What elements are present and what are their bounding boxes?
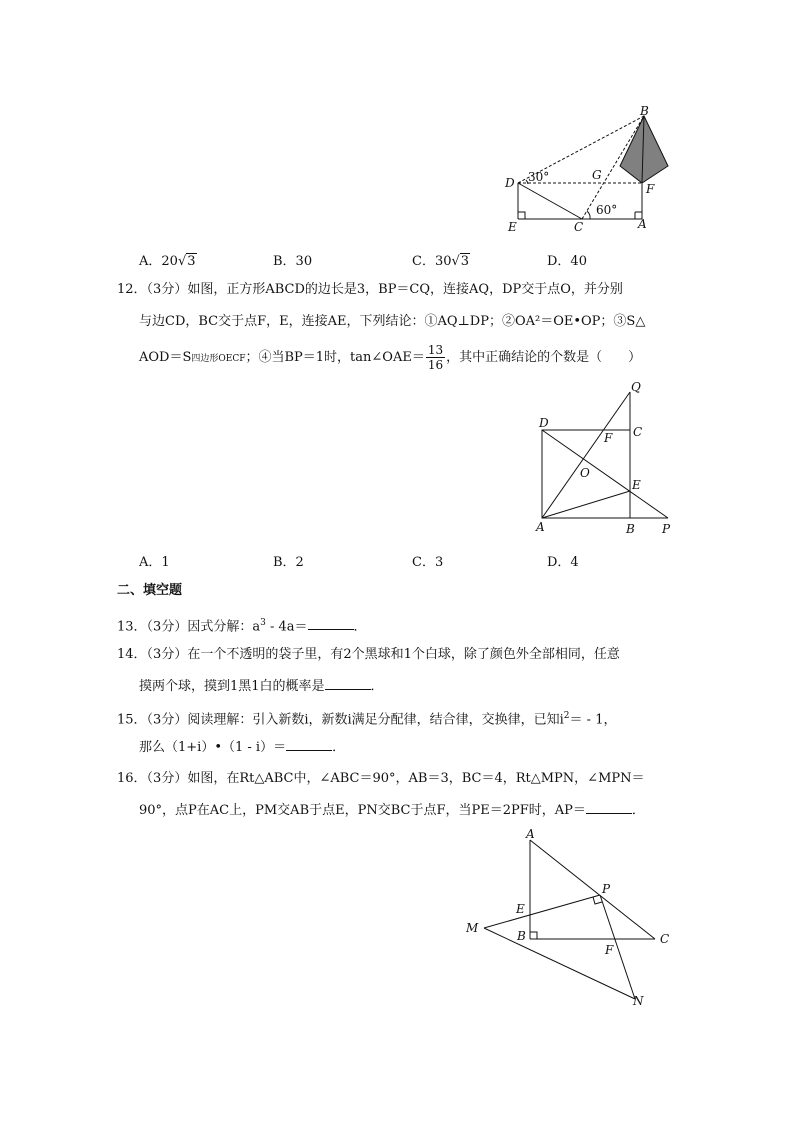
q14-answer-blank[interactable] bbox=[325, 677, 371, 690]
q13-mid: - 4a＝ bbox=[265, 619, 308, 635]
q12-line-3-b: ；④当BP＝1时，tan∠OAE＝ bbox=[245, 350, 425, 365]
q12-option-d[interactable]: D．4 bbox=[547, 555, 579, 570]
q12-label-o: O bbox=[580, 466, 590, 480]
q12-line-3-a: AOD＝S bbox=[139, 350, 192, 365]
q16-label-f: F bbox=[605, 943, 614, 957]
q11-label-b: B bbox=[640, 104, 649, 118]
q15-answer-blank[interactable] bbox=[286, 738, 332, 751]
q12-line-2: 与边CD，BC交于点F，E，连接AE，下列结论：①AQ⊥DP；②OA²＝OE•OP；③S△ bbox=[139, 314, 646, 329]
q16-label-e: E bbox=[516, 902, 525, 916]
q12-line-3 bbox=[139, 343, 641, 372]
q12-label-b: B bbox=[626, 522, 635, 536]
q12-option-a[interactable]: A．1 bbox=[139, 555, 170, 570]
q15-line-1-suffix: ＝ - 1， bbox=[569, 712, 617, 728]
q16-label-b: B bbox=[517, 929, 526, 943]
q16-label-a: A bbox=[526, 827, 535, 841]
q12-label-d: D bbox=[539, 416, 549, 430]
q12-label-q: Q bbox=[631, 380, 641, 394]
q13-line bbox=[117, 614, 367, 636]
q16-figure bbox=[460, 826, 685, 1011]
q11-angle-30: 30° bbox=[528, 170, 550, 184]
q12-figure bbox=[530, 378, 680, 538]
q12-fraction-num: 13 bbox=[427, 343, 444, 357]
q11-label-a: A bbox=[638, 217, 647, 231]
q14-line-1: 14．（3分）在一个不透明的袋子里，有2个黑球和1个白球，除了颜色外全部相同，任意 bbox=[117, 647, 620, 662]
q12-line-3-sub: 四边形OECF bbox=[191, 354, 246, 364]
q16-label-n: N bbox=[633, 994, 644, 1008]
q12-label-p: P bbox=[662, 522, 671, 536]
q12-label-a: A bbox=[536, 520, 545, 534]
q11-option-c-radicand: 3 bbox=[460, 254, 470, 269]
q16-line-1: 16．（3分）如图，在Rt△ABC中，∠ABC＝90°，AB＝3，BC＝4，Rt△MPN，∠MPN＝ bbox=[117, 771, 645, 786]
q11-label-e: E bbox=[508, 220, 517, 234]
q13-suffix: ． bbox=[353, 619, 367, 635]
q16-line-2-prefix: 90°，点P在AC上，PM交AB于点E，PN交BC于点F，当PE＝2PF时，AP＝ bbox=[139, 803, 586, 818]
q12-option-c[interactable]: C．3 bbox=[412, 555, 444, 570]
q16-suffix: ． bbox=[631, 803, 645, 818]
q16-label-p: P bbox=[602, 882, 611, 896]
q13-answer-blank[interactable] bbox=[308, 617, 354, 630]
q16-label-c: C bbox=[660, 932, 670, 946]
q12-option-b[interactable]: B．2 bbox=[273, 555, 304, 570]
q15-suffix: ． bbox=[332, 740, 346, 755]
q11-label-d: D bbox=[505, 176, 515, 190]
q12-fraction bbox=[426, 343, 445, 372]
q15-line-1 bbox=[117, 707, 616, 729]
q11-option-a-radicand: 3 bbox=[187, 254, 196, 269]
q11-angle-60: 60° bbox=[596, 203, 618, 217]
q12-fraction-den: 16 bbox=[427, 358, 444, 372]
q14-line-2 bbox=[139, 677, 384, 696]
q11-option-c-prefix: C．30 bbox=[412, 254, 452, 269]
q12-label-c: C bbox=[633, 425, 643, 439]
q11-label-f: F bbox=[646, 182, 655, 196]
q15-line-2 bbox=[139, 738, 345, 757]
q11-figure bbox=[500, 100, 680, 235]
q14-line-2-prefix: 摸两个球，摸到1黑1白的概率是 bbox=[139, 679, 325, 694]
q11-option-d[interactable]: D．40 bbox=[547, 254, 587, 269]
q11-option-a-prefix: A．20 bbox=[139, 254, 178, 269]
q16-label-m: M bbox=[466, 921, 479, 935]
q11-label-c: C bbox=[574, 220, 584, 234]
q15-exponent: 2 bbox=[563, 711, 570, 721]
q16-answer-blank[interactable] bbox=[586, 801, 632, 814]
q13-prefix: 13．（3分）因式分解：a bbox=[117, 619, 261, 635]
q15-line-2-prefix: 那么（1+i）•（1 - i）＝ bbox=[139, 740, 287, 755]
q11-option-c[interactable]: C．30√3 bbox=[412, 254, 470, 269]
q11-option-b[interactable]: B．30 bbox=[273, 254, 313, 269]
q12-label-e: E bbox=[632, 478, 641, 492]
q15-line-1-prefix: 15．（3分）阅读理解：引入新数i，新数i满足分配律，结合律，交换律，已知i bbox=[117, 712, 564, 728]
q16-line-2 bbox=[139, 801, 645, 820]
q14-suffix: ． bbox=[370, 679, 384, 694]
q12-line-1: 12．（3分）如图，正方形ABCD的边长是3，BP＝CQ，连接AQ，DP交于点O，并分别 bbox=[117, 282, 623, 297]
section-heading-fill-in: 二、填空题 bbox=[117, 583, 183, 598]
q13-exponent: 3 bbox=[260, 618, 266, 628]
q12-label-f: F bbox=[604, 431, 613, 445]
q11-label-g: G bbox=[592, 168, 602, 182]
q11-option-a[interactable]: A．20√3 bbox=[139, 254, 196, 269]
q12-line-3-c: ，其中正确结论的个数是（ ） bbox=[446, 350, 642, 365]
